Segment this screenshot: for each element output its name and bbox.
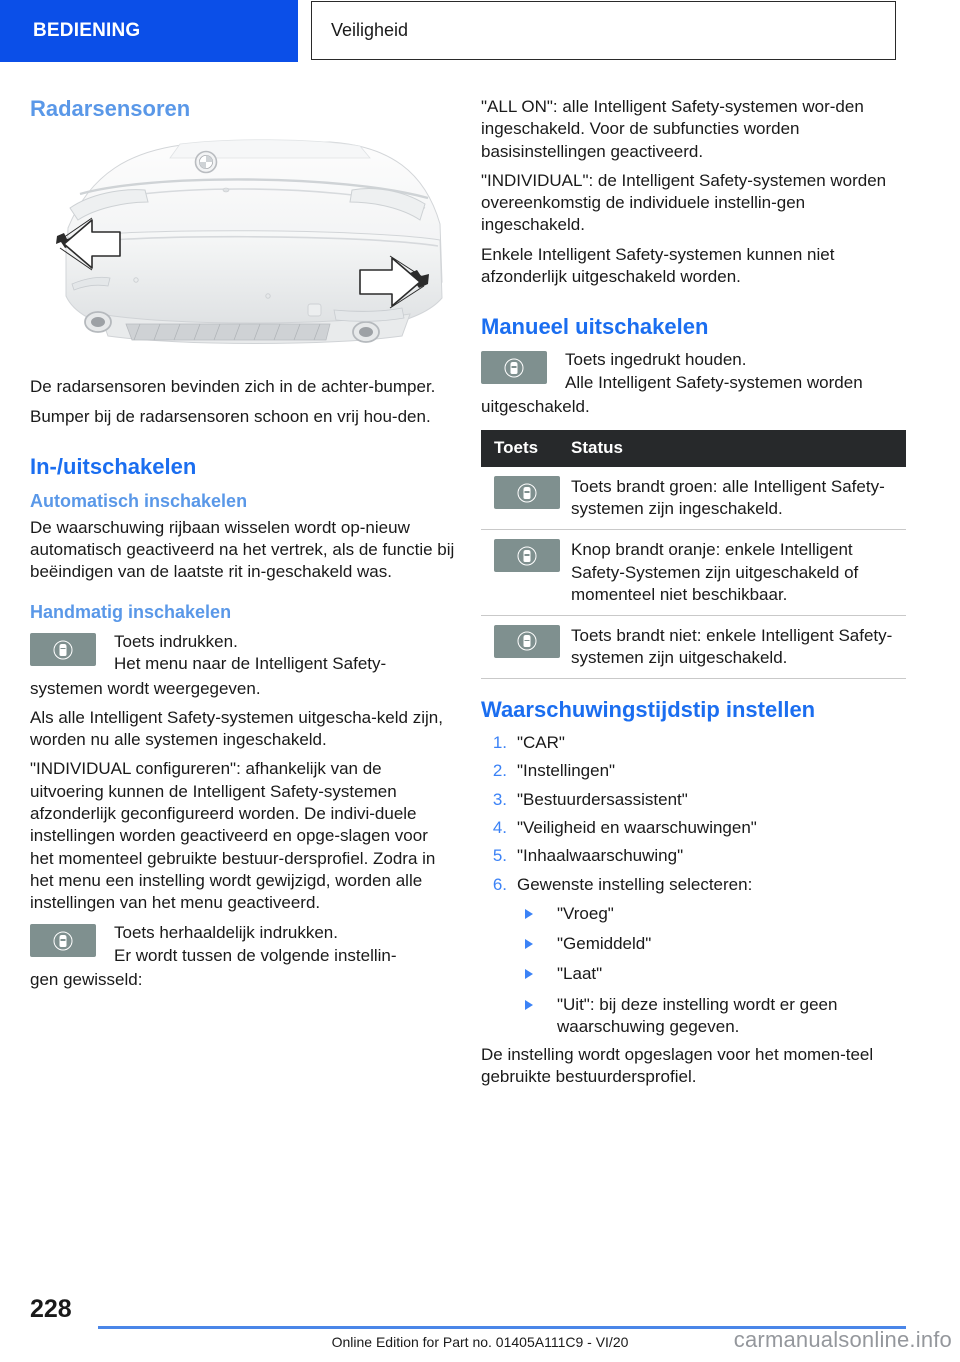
list-text: "Veiligheid en waarschuwingen" (517, 817, 757, 837)
paragraph-individual-configure: "INDIVIDUAL configureren": afhankelijk van de uitvoering kunnen de Intelligent Safety-systemen afzonderlijk geconfigureerd worden. De indivi-duele instellingen worden geactiveerd en opge-slagen voor het momenteel gebruikte bestuur-dersprofiel. Zodra in het menu een instelling wordt gewijzigd, worden alle instellingen van het menu geactiveerd. (30, 759, 436, 913)
step-press-repeatedly (30, 922, 455, 967)
safety-button-icon (494, 539, 560, 572)
paragraph-all-systems-off: Als alle Intelligent Safety-systemen uitgescha-keld zijn, worden nu alle systemen ingeschakeld. (30, 707, 443, 750)
setting-options (517, 903, 906, 1038)
list-number: 6. (492, 874, 507, 894)
list-item (517, 963, 906, 985)
table-row (481, 615, 906, 678)
section-label: Veiligheid (331, 20, 409, 40)
paragraph-all-on: "ALL ON": alle Intelligent Safety-systemen wor-den ingeschakeld. Voor de subfuncties worden basisinstellingen geactiveerd. (481, 97, 864, 161)
table-cell-icon (481, 530, 567, 615)
page-footer (0, 1282, 960, 1362)
list-item (481, 732, 906, 754)
step-press-repeatedly-result-continued: gen gewisseld: (30, 969, 143, 989)
list-text: "Instellingen" (517, 761, 616, 781)
list-text: "Inhaalwaarschuwing" (517, 846, 684, 866)
section-tab[interactable] (311, 1, 896, 60)
list-number: 5. (492, 846, 507, 866)
list-item (517, 994, 906, 1039)
chapter-label: BEDIENING (33, 20, 141, 41)
left-column (30, 96, 455, 991)
step-press-button-result: Het menu naar de Intelligent Safety- (114, 654, 387, 674)
table-header-row (481, 430, 906, 467)
list-item (481, 789, 906, 811)
list-item (481, 760, 906, 782)
paragraph-some-not-separately: Enkele Intelligent Safety-systemen kunnen niet afzonderlijk uitgeschakeld worden. (481, 244, 835, 286)
triangle-bullet-icon (525, 1000, 533, 1010)
table-cell-status: Toets brandt groen: alle Intelligent Safety-systemen zijn ingeschakeld. (567, 467, 906, 530)
step-hold-button-result: Alle Intelligent Safety-systemen worden (565, 372, 863, 392)
right-column (481, 96, 906, 1089)
step-press-button-action: Toets indrukken. (114, 632, 238, 652)
warning-time-steps (481, 732, 906, 1038)
table-cell-icon (481, 467, 567, 530)
table-header-status: Status (567, 430, 906, 467)
heading-manual-activation: Handmatig inschakelen (30, 601, 232, 622)
table-cell-status: Toets brandt niet: enkele Intelligent Safety-systemen zijn uitgeschakeld. (567, 615, 906, 678)
heading-on-off: In-/uitschakelen (30, 453, 197, 479)
paragraph-automatic-activation: De waarschuwing rijbaan wisselen wordt op-nieuw automatisch geactiveerd na het vertrek, als de functie bij beëindigen van de laatste rit in-geschakeld was. (30, 517, 455, 582)
site-watermark: carmanualsonline.info (733, 1327, 952, 1352)
triangle-bullet-icon (525, 909, 533, 919)
list-number: 2. (492, 761, 507, 781)
list-text: "Bestuurdersassistent" (517, 789, 688, 809)
list-text: Gewenste instelling selecteren: (517, 874, 753, 894)
table-cell-icon (481, 615, 567, 678)
list-item (517, 903, 906, 925)
option-text: "Gemiddeld" (557, 934, 652, 954)
safety-button-icon (494, 476, 560, 509)
step-press-repeatedly-result: Er wordt tussen de volgende instellin- (114, 945, 397, 965)
paragraph-individual: "INDIVIDUAL": de Intelligent Safety-systemen worden overeenkomstig de individuele instellin-gen ingeschakeld. (481, 170, 887, 235)
safety-button-icon (30, 924, 96, 957)
step-press-button-result-continued: systemen wordt weergegeven. (30, 678, 261, 698)
paragraph-keep-bumper-clean: Bumper bij de radarsensoren schoon en vrij hou-den. (30, 406, 431, 426)
status-table (481, 430, 906, 679)
option-text: "Vroeg" (557, 903, 614, 923)
table-row (481, 467, 906, 530)
paragraph-setting-saved: De instelling wordt opgeslagen voor het momen-teel gebruikte bestuurdersprofiel. (481, 1045, 874, 1087)
chapter-tab[interactable] (0, 0, 298, 62)
option-text: "Laat" (557, 964, 603, 984)
triangle-bullet-icon (525, 969, 533, 979)
option-text: "Uit": bij deze instelling wordt er geen waarschuwing gegeven. (557, 994, 838, 1036)
step-hold-button-result-continued: uitgeschakeld. (481, 396, 590, 416)
table-header-toets: Toets (481, 430, 567, 467)
step-press-button (30, 631, 455, 676)
step-press-repeatedly-action: Toets herhaaldelijk indrukken. (114, 923, 338, 943)
heading-warning-time: Waarschuwingstijdstip instellen (481, 696, 816, 722)
page-title: Radarsensoren (30, 96, 191, 121)
triangle-bullet-icon (525, 939, 533, 949)
heading-manual-deactivation: Manueel uitschakelen (481, 314, 709, 340)
list-number: 3. (492, 789, 507, 809)
safety-button-icon (481, 351, 547, 384)
safety-button-icon (30, 633, 96, 666)
step-hold-button (481, 349, 906, 394)
safety-button-icon (494, 625, 560, 658)
page-header (0, 0, 960, 62)
list-item (517, 933, 906, 955)
list-number: 4. (492, 817, 507, 837)
step-hold-button-action: Toets ingedrukt houden. (565, 350, 747, 370)
footer-edition-note: Online Edition for Part no. 01405A111C9 - VI/20 (331, 1334, 629, 1350)
page-number: 228 (30, 1295, 72, 1323)
list-text: "CAR" (517, 733, 565, 753)
table-row (481, 530, 906, 615)
list-number: 1. (492, 733, 507, 753)
rear-bumper-radar-sensors-illustration (30, 132, 455, 358)
list-item (481, 845, 906, 867)
heading-automatic-activation: Automatisch inschakelen (30, 491, 248, 512)
list-item (481, 817, 906, 839)
table-cell-status: Knop brandt oranje: enkele Intelligent Safety-Systemen zijn uitgeschakeld of momenteel niet beschikbaar. (567, 530, 906, 615)
paragraph-sensor-location: De radarsensoren bevinden zich in de achter-bumper. (30, 377, 436, 397)
list-item (481, 874, 906, 1039)
